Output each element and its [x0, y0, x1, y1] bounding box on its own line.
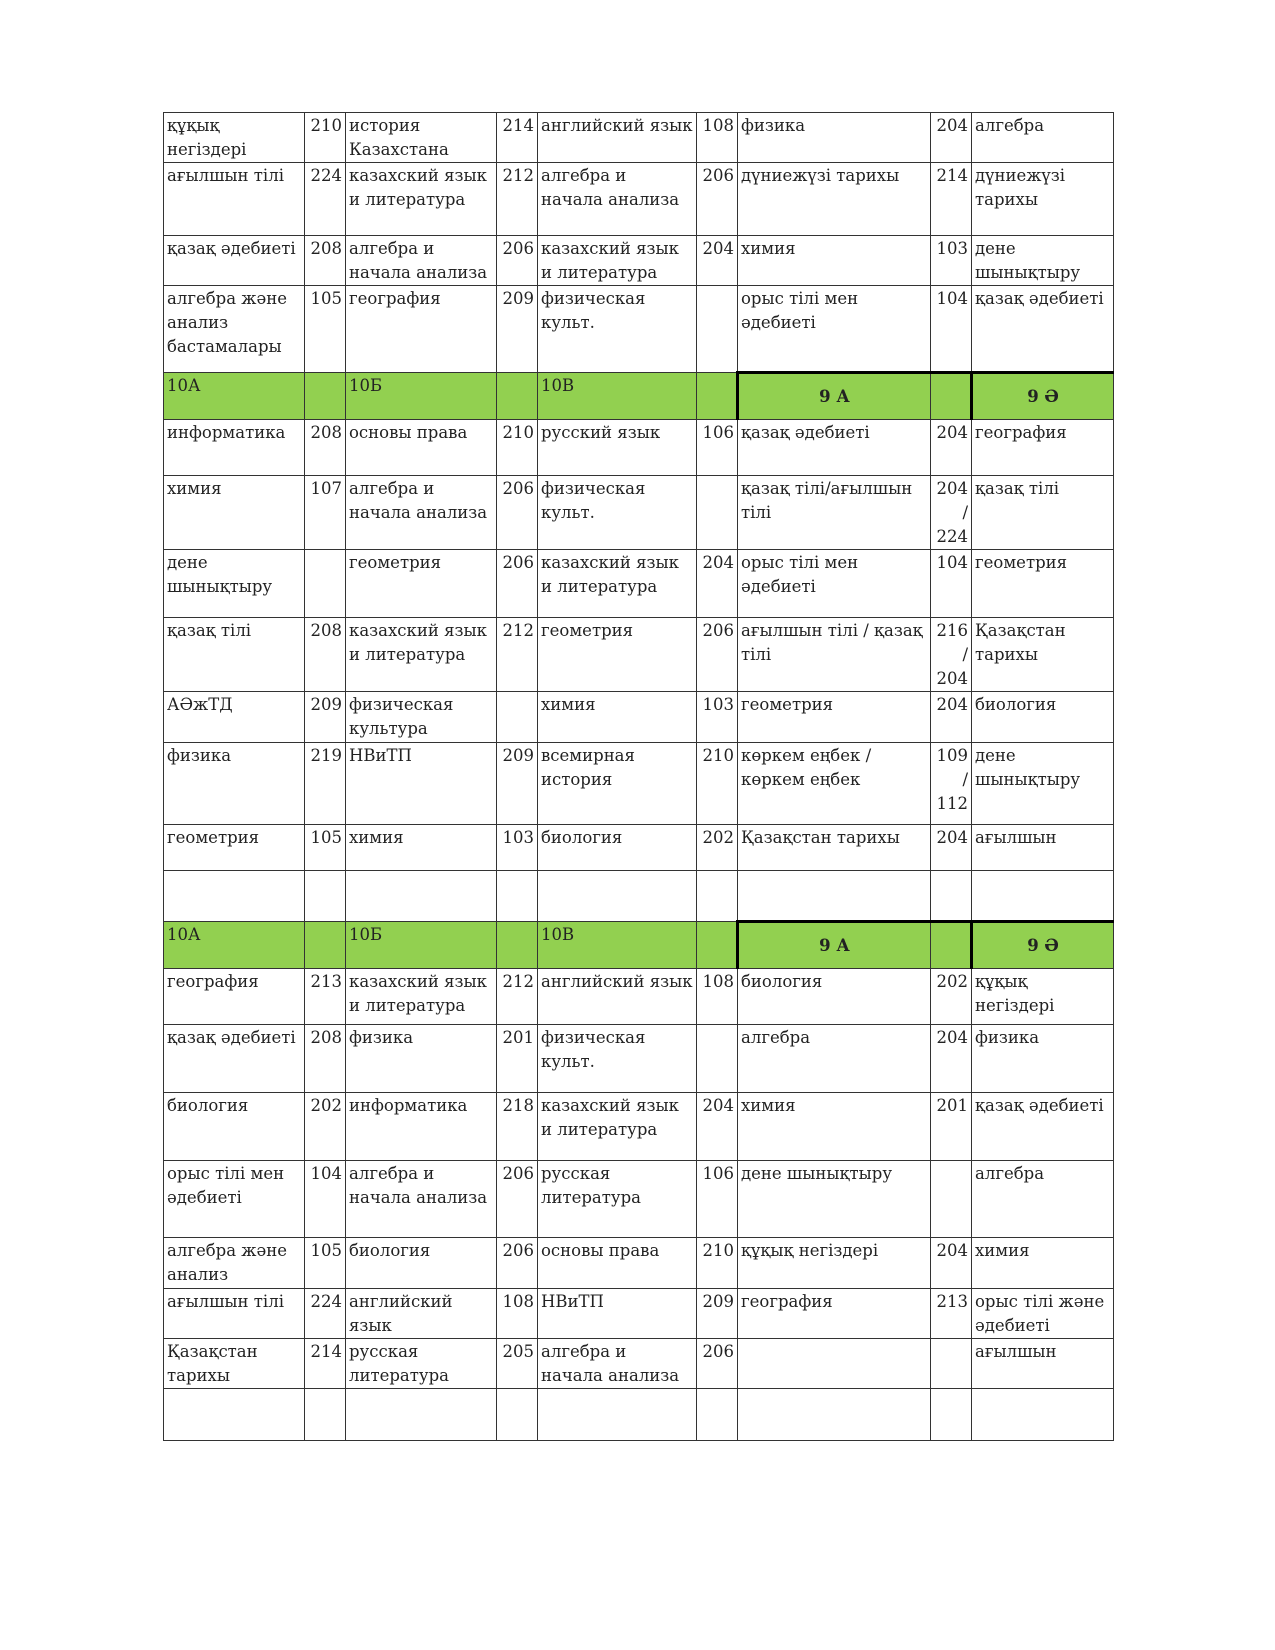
table-row: [164, 476, 1114, 550]
room-cell: 104: [931, 550, 972, 618]
room-cell: 108: [697, 113, 738, 163]
room-cell: 104: [931, 286, 972, 373]
subject-cell: қазақ әдебиеті: [164, 236, 305, 286]
table-row: [164, 871, 1114, 922]
subject-cell: дене шынықтыру: [972, 236, 1114, 286]
subject-cell: алгебра и начала анализа: [346, 236, 497, 286]
room-cell: 204: [931, 1025, 972, 1093]
room-cell: 214: [305, 1339, 346, 1389]
subject-cell: құқық негіздері: [738, 1238, 931, 1289]
room-cell: 204: [931, 420, 972, 476]
table-row: [164, 618, 1114, 692]
subject-cell: биология: [738, 969, 931, 1025]
room-cell: [931, 871, 972, 922]
room-cell: 106: [697, 1161, 738, 1238]
room-cell: 212: [497, 163, 538, 236]
room-cell: 103: [697, 692, 738, 743]
room-cell: 206: [497, 1238, 538, 1289]
room-cell: 204: [931, 692, 972, 743]
subject-cell: [972, 871, 1114, 922]
subject-cell: қазақ тілі: [164, 618, 305, 692]
room-cell: 208: [305, 1025, 346, 1093]
table-row: [164, 163, 1114, 236]
room-cell: 210: [497, 420, 538, 476]
room-cell: 202: [931, 969, 972, 1025]
subject-cell: казахский язык и литература: [538, 1093, 697, 1161]
subject-cell: [164, 871, 305, 922]
subject-cell: [346, 871, 497, 922]
subject-cell: орыс тілі және әдебиеті: [972, 1289, 1114, 1339]
subject-cell: НВиТП: [346, 743, 497, 825]
subject-cell: казахский язык и литература: [346, 163, 497, 236]
room-cell: 204: [931, 113, 972, 163]
room-cell: [697, 871, 738, 922]
room-cell: 213: [305, 969, 346, 1025]
subject-cell: алгебра и начала анализа: [538, 1339, 697, 1389]
subject-cell: дүниежүзі тарихы: [972, 163, 1114, 236]
class-header-cell: 10А: [164, 922, 305, 969]
room-cell: 201: [497, 1025, 538, 1093]
subject-cell: [346, 1389, 497, 1441]
subject-cell: всемирная история: [538, 743, 697, 825]
subject-cell: русская литература: [346, 1339, 497, 1389]
room-cell: 218: [497, 1093, 538, 1161]
subject-cell: Қазақстан тарихы: [738, 825, 931, 871]
room-cell: 105: [305, 286, 346, 373]
room-cell: 208: [305, 420, 346, 476]
table-row: [164, 1289, 1114, 1339]
subject-cell: ағылшын: [972, 1339, 1114, 1389]
class-header-cell: [697, 373, 738, 420]
subject-cell: ағылшын тілі: [164, 163, 305, 236]
room-cell: 201: [931, 1093, 972, 1161]
subject-cell: қазақ әдебиеті: [738, 420, 931, 476]
subject-cell: ағылшын: [972, 825, 1114, 871]
subject-cell: химия: [738, 1093, 931, 1161]
room-cell: 105: [305, 825, 346, 871]
subject-cell: биология: [164, 1093, 305, 1161]
subject-cell: физика: [164, 743, 305, 825]
room-cell: 106: [697, 420, 738, 476]
subject-cell: қазақ әдебиеті: [972, 1093, 1114, 1161]
table-row: [164, 1238, 1114, 1289]
table-row: [164, 113, 1114, 163]
class-header-cell: 10А: [164, 373, 305, 420]
subject-cell: основы права: [346, 420, 497, 476]
subject-cell: қазақ әдебиеті: [164, 1025, 305, 1093]
room-cell: 208: [305, 236, 346, 286]
room-cell: 209: [305, 692, 346, 743]
room-cell: [931, 1339, 972, 1389]
room-cell: 206: [497, 476, 538, 550]
room-cell: 204: [931, 1238, 972, 1289]
subject-cell: [738, 1339, 931, 1389]
room-cell: 209: [497, 743, 538, 825]
subject-cell: дене шынықтыру: [972, 743, 1114, 825]
subject-cell: құқық негіздері: [972, 969, 1114, 1025]
subject-cell: химия: [538, 692, 697, 743]
subject-cell: физическая культура: [346, 692, 497, 743]
subject-cell: алгебра: [972, 113, 1114, 163]
class-header-row: [164, 373, 1114, 420]
table-row: [164, 825, 1114, 871]
subject-cell: английский язык: [346, 1289, 497, 1339]
subject-cell: ағылшын тілі: [164, 1289, 305, 1339]
room-cell: 209: [697, 1289, 738, 1339]
subject-cell: русская литература: [538, 1161, 697, 1238]
subject-cell: орыс тілі мен әдебиеті: [738, 550, 931, 618]
class-header-cell: [931, 373, 972, 420]
room-cell: 208: [305, 618, 346, 692]
room-cell: 210: [697, 1238, 738, 1289]
subject-cell: АӘжТД: [164, 692, 305, 743]
subject-cell: физика: [972, 1025, 1114, 1093]
room-cell: 103: [931, 236, 972, 286]
subject-cell: қазақ әдебиеті: [972, 286, 1114, 373]
room-cell: 206: [697, 1339, 738, 1389]
subject-cell: биология: [346, 1238, 497, 1289]
class-header-cell: [497, 922, 538, 969]
subject-cell: физика: [346, 1025, 497, 1093]
room-cell: 204: [931, 825, 972, 871]
room-cell: 206: [497, 1161, 538, 1238]
subject-cell: химия: [346, 825, 497, 871]
subject-cell: НВиТП: [538, 1289, 697, 1339]
room-cell: 105: [305, 1238, 346, 1289]
class-header-row: [164, 922, 1114, 969]
room-cell: 202: [697, 825, 738, 871]
subject-cell: физическая культ.: [538, 1025, 697, 1093]
room-cell: 224: [305, 1289, 346, 1339]
table-row: [164, 969, 1114, 1025]
subject-cell: дене шынықтыру: [164, 550, 305, 618]
room-cell: 212: [497, 969, 538, 1025]
subject-cell: казахский язык и литература: [538, 236, 697, 286]
room-cell: 213: [931, 1289, 972, 1339]
class-header-cell: 9 А: [738, 373, 931, 420]
room-cell: 205: [497, 1339, 538, 1389]
table-row: [164, 692, 1114, 743]
schedule-body: [164, 113, 1114, 1441]
subject-cell: биология: [538, 825, 697, 871]
room-cell: 209: [497, 286, 538, 373]
room-cell: [697, 1025, 738, 1093]
table-row: [164, 1339, 1114, 1389]
room-cell: [497, 871, 538, 922]
subject-cell: ағылшын тілі / қазақ тілі: [738, 618, 931, 692]
subject-cell: құқық негіздері: [164, 113, 305, 163]
table-row: [164, 1389, 1114, 1441]
class-header-cell: [931, 922, 972, 969]
room-cell: 210: [305, 113, 346, 163]
subject-cell: русский язык: [538, 420, 697, 476]
subject-cell: геометрия: [972, 550, 1114, 618]
class-header-cell: 9 Ә: [972, 373, 1114, 420]
table-row: [164, 550, 1114, 618]
room-cell: [305, 1389, 346, 1441]
room-cell: [497, 692, 538, 743]
subject-cell: алгебра и начала анализа: [538, 163, 697, 236]
table-row: [164, 1025, 1114, 1093]
subject-cell: физика: [738, 113, 931, 163]
subject-cell: физическая культ.: [538, 476, 697, 550]
room-cell: [305, 550, 346, 618]
room-cell: 206: [497, 236, 538, 286]
class-header-cell: 10Б: [346, 373, 497, 420]
subject-cell: [164, 1389, 305, 1441]
table-row: [164, 1093, 1114, 1161]
subject-cell: геометрия: [538, 618, 697, 692]
table-row: [164, 236, 1114, 286]
subject-cell: алгебра и начала анализа: [346, 1161, 497, 1238]
class-header-cell: 10В: [538, 373, 697, 420]
subject-cell: химия: [738, 236, 931, 286]
room-cell: 204/ 224: [931, 476, 972, 550]
class-header-cell: 9 Ә: [972, 922, 1114, 969]
subject-cell: казахский язык и литература: [346, 969, 497, 1025]
room-cell: 219: [305, 743, 346, 825]
room-cell: 103: [497, 825, 538, 871]
subject-cell: [538, 1389, 697, 1441]
class-header-cell: [305, 922, 346, 969]
room-cell: 214: [497, 113, 538, 163]
subject-cell: дене шынықтыру: [738, 1161, 931, 1238]
subject-cell: көркем еңбек / көркем еңбек: [738, 743, 931, 825]
subject-cell: алгебра и начала анализа: [346, 476, 497, 550]
subject-cell: алгебра және анализ: [164, 1238, 305, 1289]
subject-cell: география: [164, 969, 305, 1025]
subject-cell: орыс тілі мен әдебиеті: [738, 286, 931, 373]
subject-cell: алгебра және анализ бастамалары: [164, 286, 305, 373]
subject-cell: казахский язык и литература: [346, 618, 497, 692]
subject-cell: химия: [164, 476, 305, 550]
room-cell: 204: [697, 550, 738, 618]
class-header-cell: 10В: [538, 922, 697, 969]
room-cell: 104: [305, 1161, 346, 1238]
subject-cell: [738, 871, 931, 922]
subject-cell: английский язык: [538, 113, 697, 163]
subject-cell: казахский язык и литература: [538, 550, 697, 618]
room-cell: 210: [697, 743, 738, 825]
subject-cell: [972, 1389, 1114, 1441]
subject-cell: алгебра: [972, 1161, 1114, 1238]
table-row: [164, 1161, 1114, 1238]
class-header-cell: [697, 922, 738, 969]
room-cell: [697, 286, 738, 373]
room-cell: [497, 1389, 538, 1441]
class-header-cell: [497, 373, 538, 420]
subject-cell: қазақ тілі: [972, 476, 1114, 550]
subject-cell: орыс тілі мен әдебиеті: [164, 1161, 305, 1238]
subject-cell: геометрия: [738, 692, 931, 743]
room-cell: 108: [497, 1289, 538, 1339]
table-row: [164, 286, 1114, 373]
room-cell: 204: [697, 236, 738, 286]
subject-cell: физическая культ.: [538, 286, 697, 373]
subject-cell: геометрия: [164, 825, 305, 871]
room-cell: 107: [305, 476, 346, 550]
subject-cell: география: [972, 420, 1114, 476]
room-cell: 212: [497, 618, 538, 692]
subject-cell: география: [738, 1289, 931, 1339]
table-row: [164, 743, 1114, 825]
subject-cell: химия: [972, 1238, 1114, 1289]
subject-cell: биология: [972, 692, 1114, 743]
room-cell: [931, 1161, 972, 1238]
room-cell: 108: [697, 969, 738, 1025]
subject-cell: география: [346, 286, 497, 373]
room-cell: 202: [305, 1093, 346, 1161]
room-cell: 109/ 112: [931, 743, 972, 825]
room-cell: 214: [931, 163, 972, 236]
room-cell: 206: [697, 618, 738, 692]
subject-cell: информатика: [346, 1093, 497, 1161]
subject-cell: английский язык: [538, 969, 697, 1025]
class-header-cell: 9 А: [738, 922, 931, 969]
subject-cell: Қазақстан тарихы: [164, 1339, 305, 1389]
subject-cell: информатика: [164, 420, 305, 476]
room-cell: [305, 871, 346, 922]
room-cell: [697, 476, 738, 550]
subject-cell: [738, 1389, 931, 1441]
subject-cell: [538, 871, 697, 922]
class-header-cell: [305, 373, 346, 420]
subject-cell: қазақ тілі/ағылшын тілі: [738, 476, 931, 550]
subject-cell: основы права: [538, 1238, 697, 1289]
schedule-table: [163, 112, 1114, 1441]
class-header-cell: 10Б: [346, 922, 497, 969]
room-cell: 204: [697, 1093, 738, 1161]
subject-cell: алгебра: [738, 1025, 931, 1093]
room-cell: 224: [305, 163, 346, 236]
subject-cell: геометрия: [346, 550, 497, 618]
room-cell: [931, 1389, 972, 1441]
subject-cell: история Казахстана: [346, 113, 497, 163]
room-cell: 206: [697, 163, 738, 236]
room-cell: [697, 1389, 738, 1441]
subject-cell: дүниежүзі тарихы: [738, 163, 931, 236]
room-cell: 206: [497, 550, 538, 618]
room-cell: 216/ 204: [931, 618, 972, 692]
subject-cell: Қазақстан тарихы: [972, 618, 1114, 692]
table-row: [164, 420, 1114, 476]
